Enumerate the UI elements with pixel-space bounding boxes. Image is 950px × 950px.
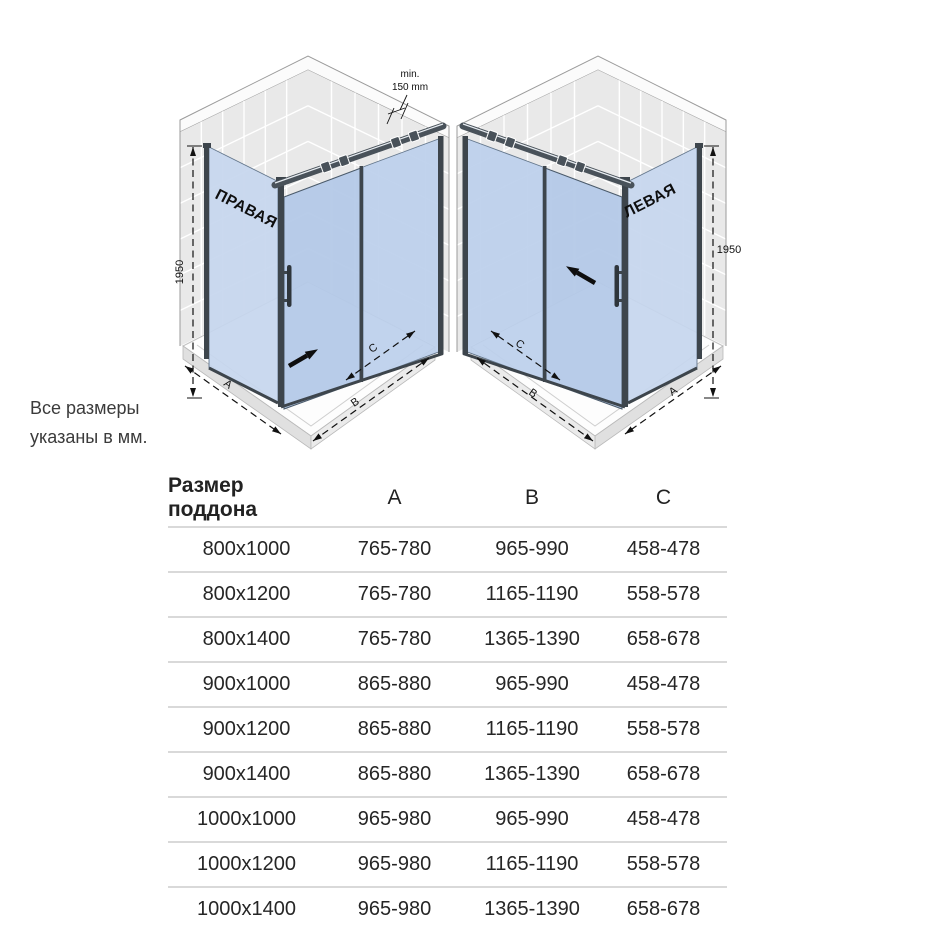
table-cell: 865-880: [357, 763, 432, 785]
min-label-line1: min.: [400, 69, 420, 80]
table-row: [168, 661, 727, 706]
table-cell: 1000x1000: [197, 808, 296, 830]
right-version-enclosure: [180, 56, 449, 449]
table-cell: 765-780: [357, 628, 432, 650]
table-cell: 1165-1190: [485, 583, 579, 605]
table-row: [168, 571, 727, 616]
table-cell: 558-578: [626, 853, 701, 875]
table-cell: 900x1200: [202, 718, 291, 740]
table-cell: 1000x1200: [197, 853, 296, 875]
table-cell: 1365-1390: [484, 898, 580, 920]
dim-b-left-version: B: [526, 386, 540, 401]
table-cell: 1000x1400: [197, 898, 296, 920]
table-cell: 900x1000: [202, 673, 291, 695]
table-cell: 800x1000: [202, 538, 291, 560]
dim-a-right-version: A: [221, 377, 235, 392]
units-note-line1: Все размеры: [30, 398, 140, 418]
table-cell: 865-880: [357, 718, 432, 740]
table-cell: 458-478: [626, 673, 701, 695]
table-row: [168, 796, 727, 841]
column-header-tray-size: Размер поддона: [168, 474, 258, 521]
table-cell: 1365-1390: [484, 763, 580, 785]
shower-diagrams: [163, 50, 743, 472]
table-cell: 800x1400: [202, 628, 291, 650]
dim-a-left-version: A: [666, 384, 680, 399]
dim-c-left-version: C: [513, 337, 527, 352]
table-cell: 965-990: [495, 538, 569, 560]
table-cell: 1365-1390: [484, 628, 580, 650]
table-cell: 658-678: [626, 898, 701, 920]
left-version-enclosure: [457, 56, 726, 449]
table-row: [168, 841, 727, 886]
dim-b-right-version: B: [348, 395, 362, 410]
shower-diagrams-svg: [163, 50, 743, 472]
glass-label-left-version: ЛЕВАЯ: [620, 180, 679, 222]
table-cell: 965-990: [495, 808, 569, 830]
table-row: [168, 751, 727, 796]
units-note-line2: указаны в мм.: [30, 427, 148, 447]
table-cell: 558-578: [626, 583, 701, 605]
table-row: [168, 526, 727, 571]
glass-label-right-version: ПРАВАЯ: [212, 186, 280, 232]
table-cell: 765-780: [357, 538, 432, 560]
table-row: [168, 706, 727, 751]
column-header-a: A: [387, 486, 402, 509]
table-cell: 865-880: [357, 673, 432, 695]
size-table: [168, 474, 727, 931]
table-cell: 965-980: [357, 853, 432, 875]
table-cell: 1165-1190: [485, 853, 579, 875]
table-cell: 1165-1190: [485, 718, 579, 740]
min-label-line2: 150 mm: [391, 82, 429, 93]
table-cell: 800x1200: [202, 583, 291, 605]
table-cell: 658-678: [626, 763, 701, 785]
table-cell: 965-990: [495, 673, 569, 695]
units-note: [30, 394, 148, 452]
table-cell: 765-780: [357, 583, 432, 605]
size-table-body: [168, 526, 727, 931]
table-cell: 900x1400: [202, 763, 291, 785]
size-table-header: [168, 474, 727, 521]
dim-c-right-version: C: [366, 341, 380, 356]
table-row: [168, 886, 727, 931]
table-cell: 458-478: [626, 808, 701, 830]
height-label-left-version: 1950: [716, 244, 742, 256]
table-cell: 965-980: [357, 808, 432, 830]
column-header-b: B: [524, 486, 539, 509]
table-row: [168, 616, 727, 661]
table-cell: 458-478: [626, 538, 701, 560]
table-cell: 558-578: [626, 718, 701, 740]
table-cell: 658-678: [626, 628, 701, 650]
table-cell: 965-980: [357, 898, 432, 920]
height-label-right-version: 1950: [174, 259, 186, 285]
column-header-c: C: [655, 486, 672, 509]
